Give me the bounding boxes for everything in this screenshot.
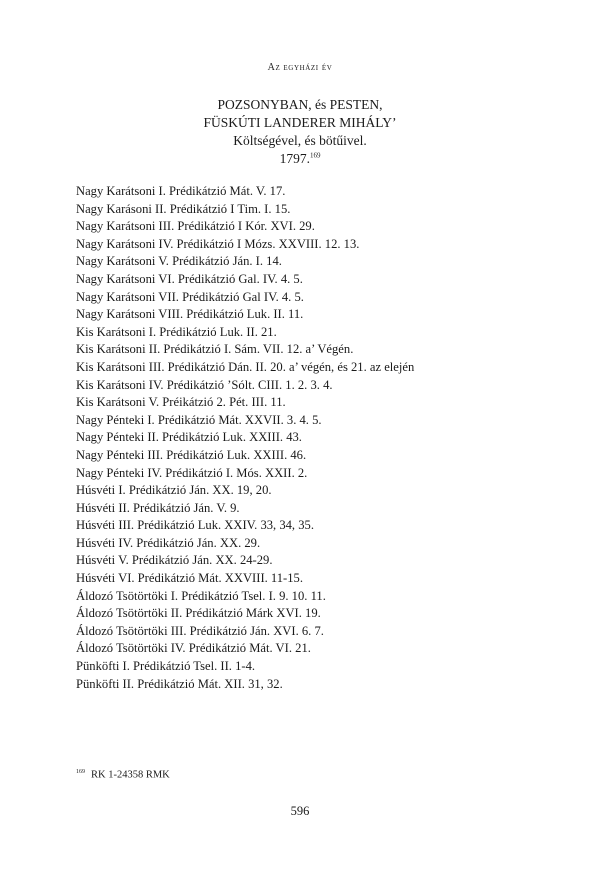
list-item: Kis Karátsoni III. Prédikátzió Dán. II. 20. a’ végén, és 21. az elején: [76, 359, 415, 374]
list-item: Áldozó Tsötörtöki IV. Prédikátzió Mát. VI. 21.: [76, 641, 311, 656]
list-item: Áldozó Tsötörtöki II. Prédikátzió Márk XVI. 19.: [76, 606, 321, 621]
list-item: Nagy Karátsoni I. Prédikátzió Mát. V. 17.: [76, 184, 286, 198]
list-item: Áldozó Tsötörtöki III. Prédikátzió Ján. XVI. 6. 7.: [76, 623, 324, 638]
footnote-number: 169: [76, 769, 85, 775]
list-item: Húsvéti IV. Prédikátzió Ján. XX. 29.: [76, 535, 261, 550]
list-item: Pünköfti II. Prédikátzió Mát. XII. 31, 32.: [76, 676, 283, 691]
list-item: Kis Karátsoni I. Prédikátzió Luk. II. 21.: [76, 324, 277, 339]
title-year: 1797.: [279, 151, 310, 166]
list-item: Húsvéti VI. Prédikátzió Mát. XXVIII. 11-15.: [76, 571, 303, 586]
list-item: Húsvéti V. Prédikátzió Ján. XX. 24-29.: [76, 553, 273, 568]
list-item: Nagy Karátsoni VII. Prédikátzió Gal IV. 4. 5.: [76, 289, 304, 304]
list-item: Nagy Karátsoni V. Prédikátzió Ján. I. 14.: [76, 254, 282, 269]
list-item: Áldozó Tsötörtöki I. Prédikátzió Tsel. I. 9. 10. 11.: [76, 588, 326, 603]
list-item: Nagy Pénteki I. Prédikátzió Mát. XXVII. 3. 4. 5.: [76, 412, 322, 427]
list-item: Nagy Karátsoni III. Prédikátzió I Kór. XVI. 29.: [76, 219, 315, 234]
footnote-text: RK 1-24358 RMK: [91, 769, 170, 781]
list-item: Nagy Karátsoni VIII. Prédikátzió Luk. II. 11.: [76, 307, 304, 322]
title-line-3: Költségével, és bötűivel.: [233, 133, 367, 148]
sermon-list: [76, 183, 576, 693]
title-year-line: [0, 150, 600, 168]
list-item: Nagy Pénteki IV. Prédikátzió I. Mós. XXII. 2.: [76, 465, 308, 480]
list-item: Pünköfti I. Prédikátzió Tsel. II. 1-4.: [76, 659, 256, 674]
list-item: Nagy Karásoni II. Prédikátzió I Tim. I. 15.: [76, 201, 291, 216]
title-block: [0, 96, 600, 168]
title-line-1: POZSONYBAN, és PESTEN,: [217, 97, 383, 112]
list-item: Nagy Pénteki II. Prédikátzió Luk. XXIII. 43.: [76, 430, 302, 445]
list-item: Nagy Karátsoni VI. Prédikátzió Gal. IV. 4. 5.: [76, 271, 303, 286]
footnote: [76, 769, 170, 781]
list-item: Húsvéti II. Prédikátzió Ján. V. 9.: [76, 500, 240, 515]
list-item: Kis Karátsoni V. Préikátzió 2. Pét. III. 11.: [76, 395, 286, 410]
list-item: Nagy Karátsoni IV. Prédikátzió I Mózs. XXVIII. 12. 13.: [76, 236, 360, 251]
list-item: Húsvéti I. Prédikátzió Ján. XX. 19, 20.: [76, 483, 272, 498]
footnote-reference: 169: [309, 151, 321, 160]
title-line-2: FÜSKÚTI LANDERER MIHÁLY’: [203, 115, 397, 130]
list-item: Nagy Pénteki III. Prédikátzió Luk. XXIII. 46.: [76, 447, 307, 462]
list-item: Húsvéti III. Prédikátzió Luk. XXIV. 33, 34, 35.: [76, 518, 314, 533]
list-item: Kis Karátsoni IV. Prédikátzió ’Sólt. CIII. 1. 2. 3. 4.: [76, 377, 333, 392]
running-head: Az egyházi év: [267, 62, 333, 73]
page-number: 596: [290, 804, 310, 818]
list-item: Kis Karátsoni II. Prédikátzió I. Sám. VII. 12. a’ Végén.: [76, 342, 354, 357]
